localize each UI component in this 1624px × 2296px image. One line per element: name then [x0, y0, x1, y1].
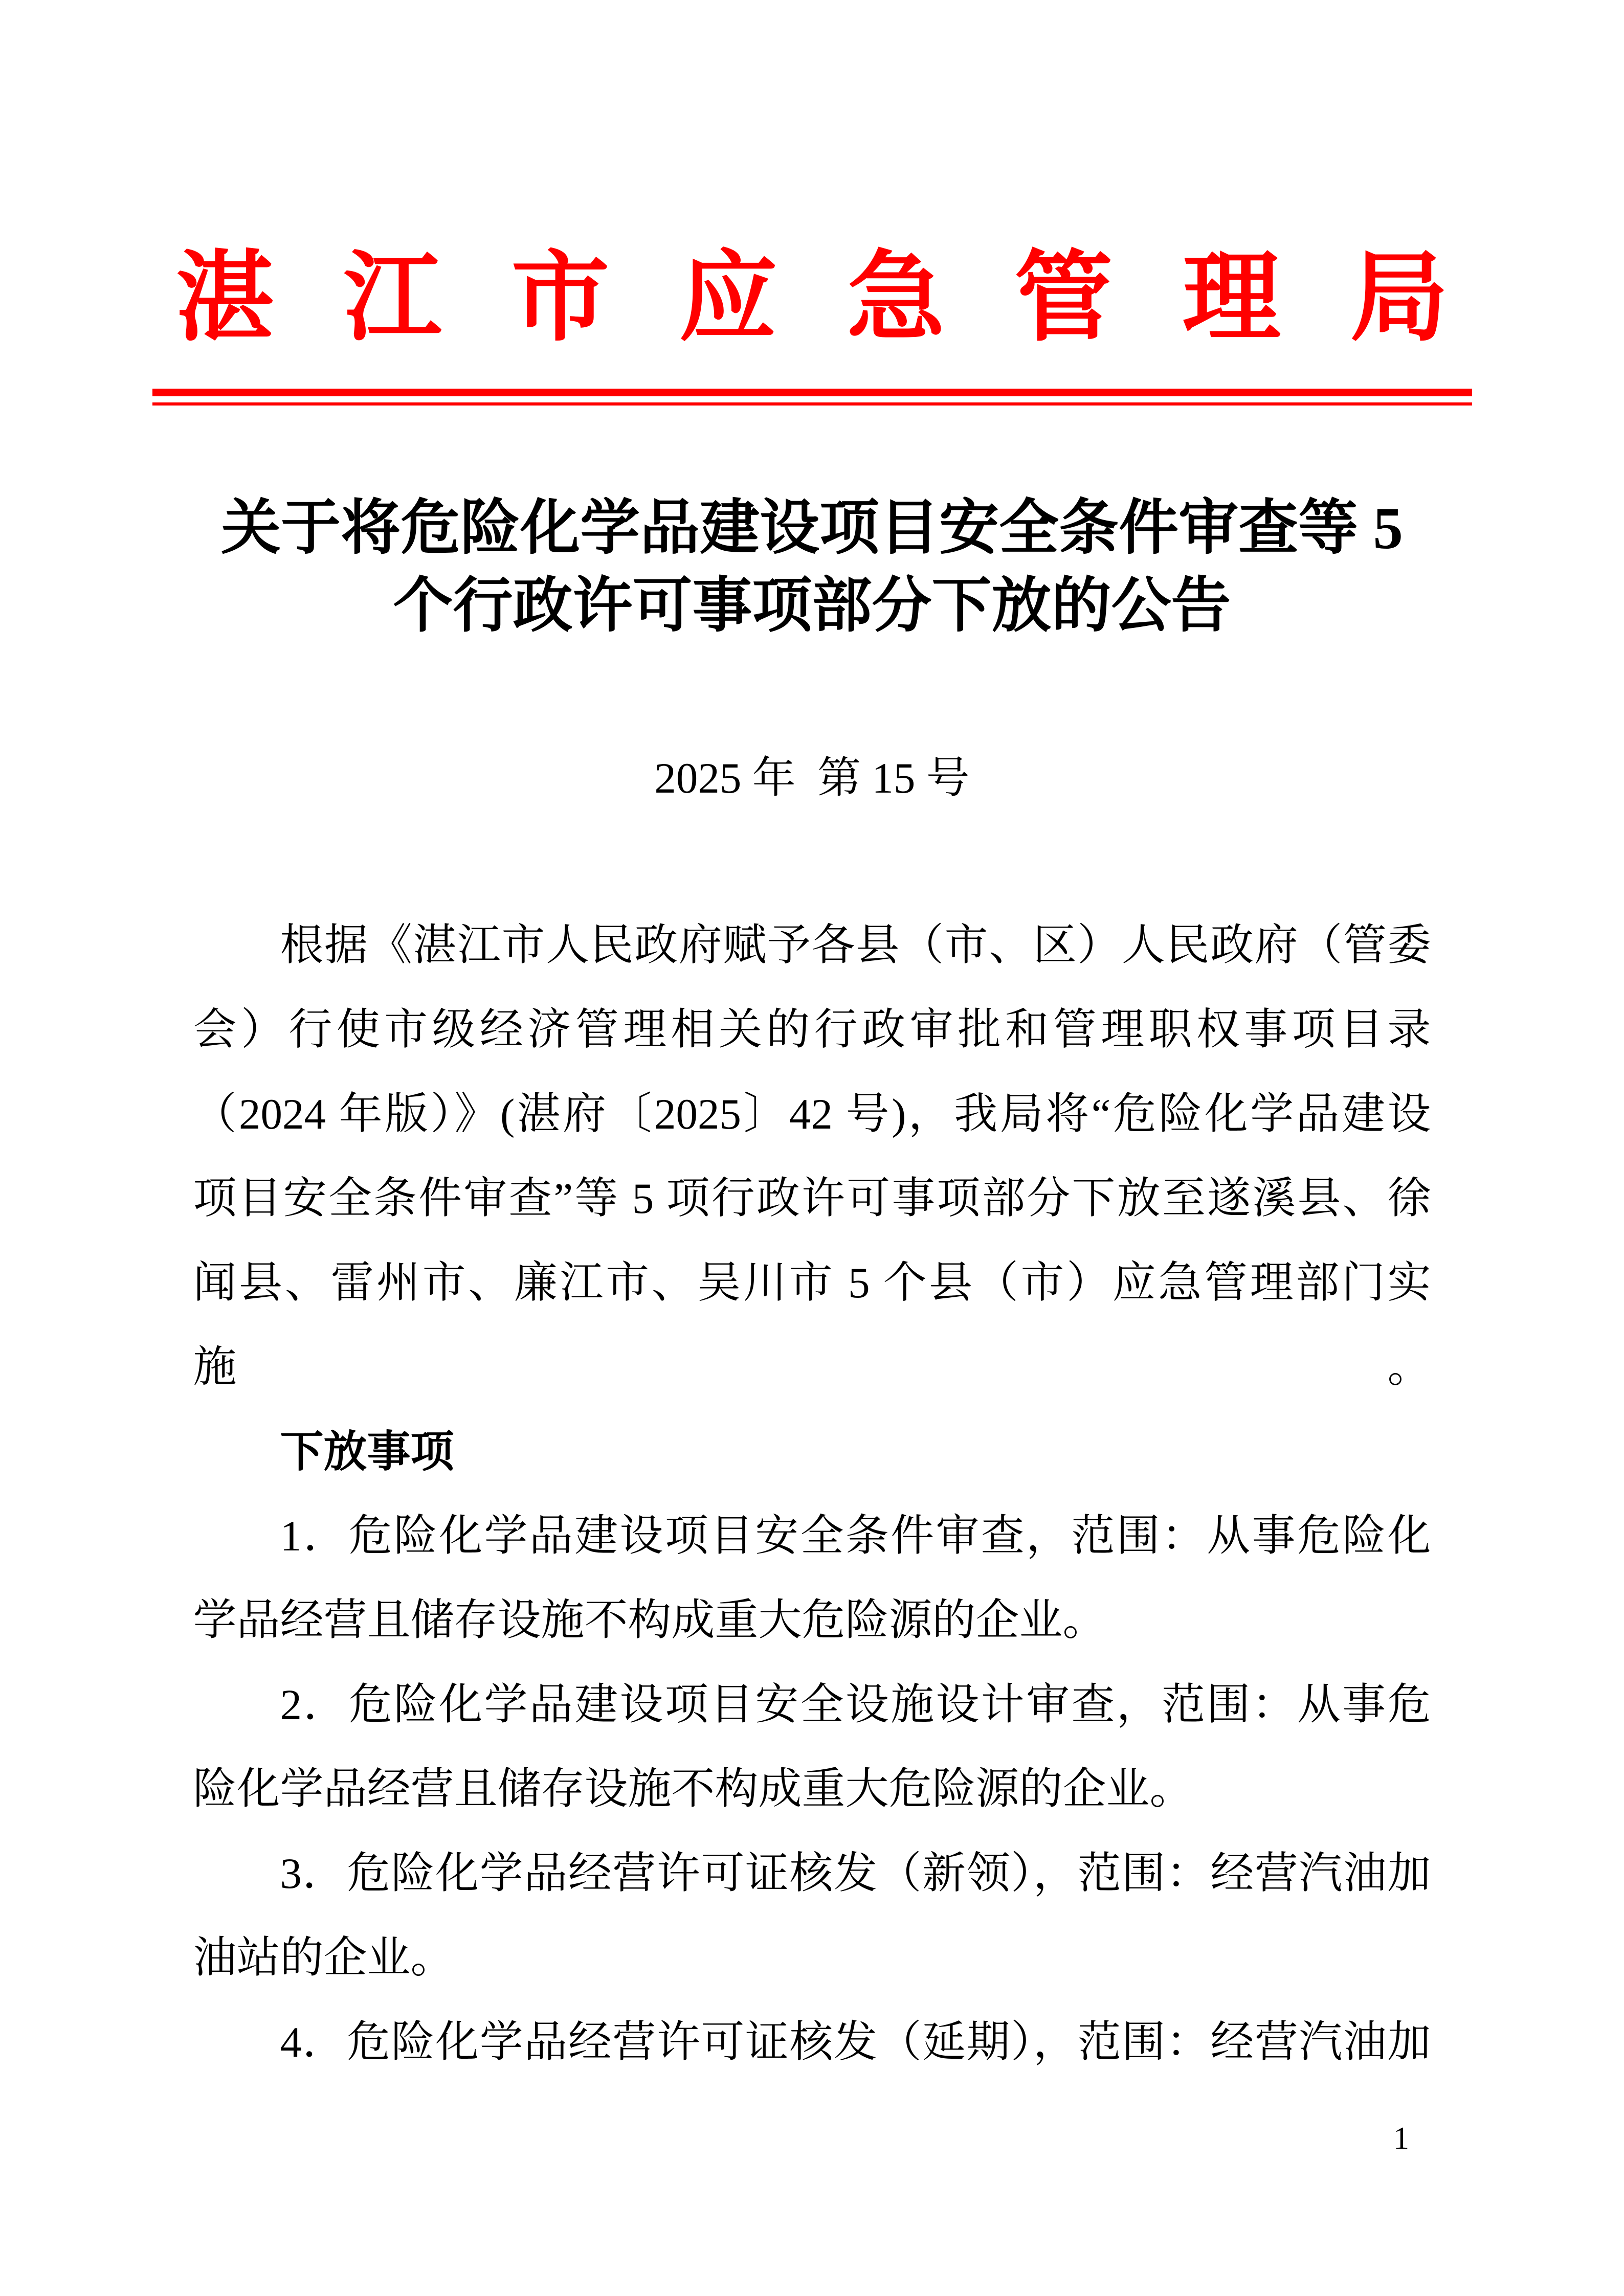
page-number: 1 [1393, 2121, 1409, 2156]
document-issue-number: 2025 年 第 15 号 [654, 754, 970, 802]
document-title-line-1: 关于将危险化学品建设项目安全条件审查等 5 [221, 496, 1403, 561]
list-item-line: 2．危险化学品建设项目安全设施设计审查，范围：从事危 [280, 1681, 1431, 1729]
agency-header-title: 湛 江 市 应 急 管 理 局 [175, 244, 1449, 353]
paragraph-line: 闻县、雷州市、廉江市、吴川市 5 个县（市）应急管理部门实施。 [193, 1259, 1431, 1391]
red-separator-rule [152, 389, 1472, 406]
document-title [0, 490, 1624, 645]
paragraph-line: （2024 年版）》(湛府〔2025〕42 号)，我局将“危险化学品建设 [193, 1090, 1431, 1138]
document-title-line-2: 个行政许可事项部分下放的公告 [393, 573, 1231, 639]
paragraph-line: 根据《湛江市人民政府赋予各县（市、区）人民政府（管委 [280, 921, 1431, 970]
list-item-line: 险化学品经营且储存设施不构成重大危险源的企业。 [193, 1765, 1193, 1813]
section-heading: 下放事项 [280, 1428, 454, 1476]
document-body [193, 904, 1431, 2085]
list-item-line: 学品经营且储存设施不构成重大危险源的企业。 [193, 1596, 1106, 1645]
list-item-line: 1．危险化学品建设项目安全条件审查，范围：从事危险化 [280, 1512, 1431, 1560]
list-item-line: 3．危险化学品经营许可证核发（新领），范围：经营汽油加 [280, 1850, 1431, 1898]
list-item-line: 4．危险化学品经营许可证核发（延期），范围：经营汽油加 [280, 2018, 1431, 2066]
list-item-line: 油站的企业。 [193, 1934, 454, 1982]
paragraph-line: 会）行使市级经济管理相关的行政审批和管理职权事项目录 [193, 1006, 1431, 1054]
paragraph-line: 项目安全条件审查”等 5 项行政许可事项部分下放至遂溪县、徐 [193, 1175, 1431, 1223]
